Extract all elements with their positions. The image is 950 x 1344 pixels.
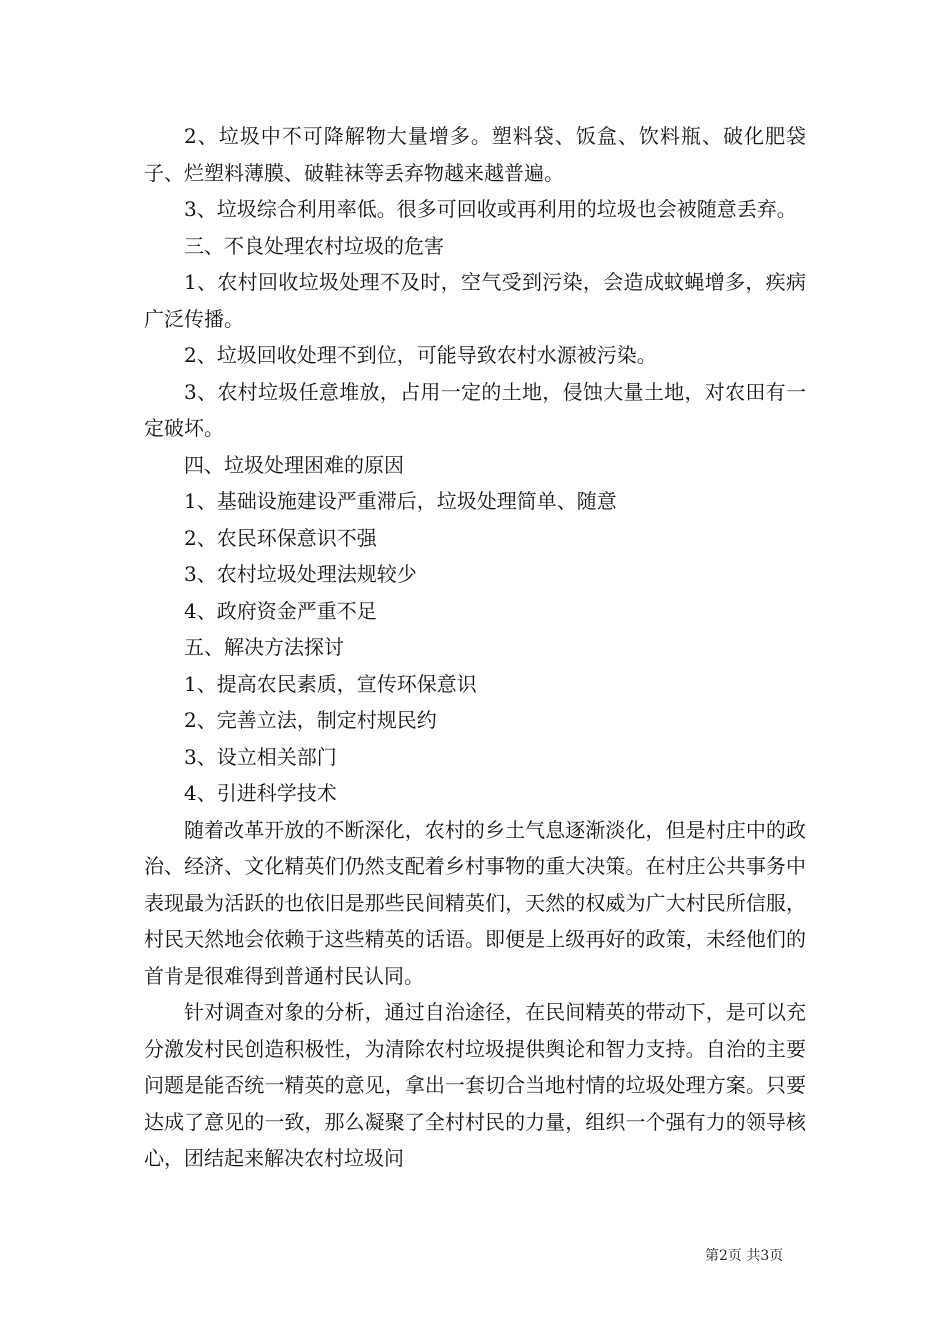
paragraph: 1、农村回收垃圾处理不及时，空气受到污染，会造成蚊蝇增多，疾病广泛传播。 — [144, 270, 806, 331]
document-body — [144, 118, 806, 1177]
section-heading: 五、解决方法探讨 — [184, 635, 344, 659]
list-item: 2、农民环保意识不强 — [184, 525, 377, 550]
list-item: 1、基础设施建设严重滞后，垃圾处理简单、随意 — [184, 489, 617, 513]
section-heading: 四、垃圾处理困难的原因 — [184, 452, 404, 477]
paragraph: 3、农村垃圾任意堆放，占用一定的土地，侵蚀大量土地，对农田有一定破坏。 — [144, 379, 806, 440]
paragraph: 2、垃圾中不可降解物大量增多。塑料袋、饭盒、饮料瓶、破化肥袋子、烂塑料薄膜、破鞋袜等丢弃物越来越普遍。 — [144, 124, 806, 185]
list-item: 4、引进科学技术 — [184, 781, 337, 805]
list-item: 3、设立相关部门 — [184, 744, 337, 769]
page-footer: 第2页 共3页 — [705, 1248, 784, 1264]
paragraph: 2、垃圾回收处理不到位，可能导致农村水源被污染。 — [184, 343, 657, 367]
paragraph: 3、垃圾综合利用率低。很多可回收或再利用的垃圾也会被随意丢弃。 — [184, 197, 797, 221]
list-item: 2、完善立法，制定村规民约 — [184, 708, 437, 732]
list-item: 4、政府资金严重不足 — [184, 598, 377, 623]
section-heading: 三、不良处理农村垃圾的危害 — [184, 233, 444, 258]
paragraph: 针对调查对象的分析，通过自治途径，在民间精英的带动下，是可以充分激发村民创造积极性，为清除农村垃圾提供舆论和智力支持。自治的主要问题是能否统一精英的意见，拿出一套切合当地村情的垃圾处理方案。只要达成了意见的一致，那么凝聚了全村村民的力量，组织一个强有力的领导核心，团结起来解决农村垃圾问 — [144, 1000, 806, 1170]
list-item: 1、提高农民素质，宣传环保意识 — [184, 671, 477, 696]
list-item: 3、农村垃圾处理法规较少 — [184, 562, 417, 586]
paragraph: 随着改革开放的不断深化，农村的乡土气息逐渐淡化，但是村庄中的政治、经济、文化精英们仍然支配着乡村事物的重大决策。在村庄公共事务中表现最为活跃的也依旧是那些民间精英们，天然的权威为广大村民所信服，村民天然地会依赖于这些精英的话语。即便是上级再好的政策，未经他们的首肯是很难得到普通村民认同。 — [144, 817, 806, 988]
